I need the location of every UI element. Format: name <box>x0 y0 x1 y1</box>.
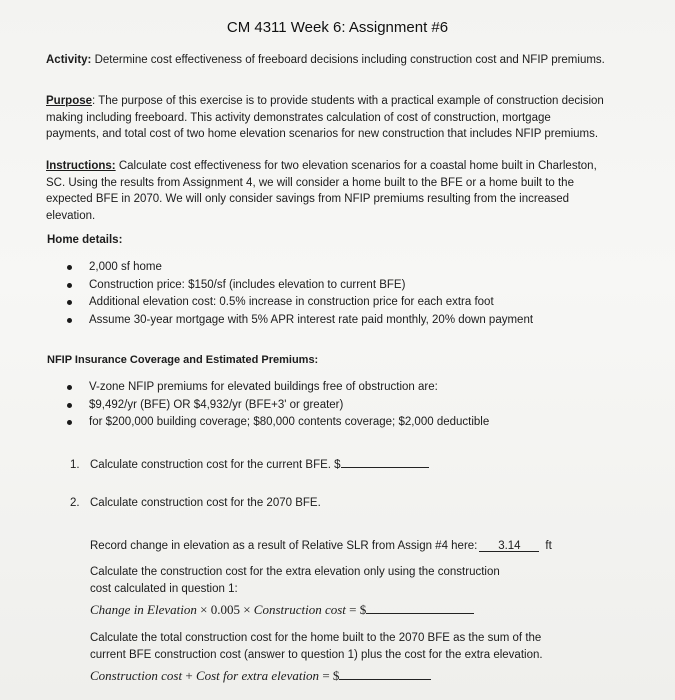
purpose-label: Purpose <box>46 95 93 107</box>
formula-1-answer-blank[interactable] <box>366 600 474 614</box>
nfip-list <box>64 379 489 432</box>
formula-2-term-a: Construction cost <box>90 668 183 683</box>
question-2-number: 2. <box>70 497 80 509</box>
question-2 <box>70 495 321 512</box>
question-1-text: Calculate construction cost for the current BFE. $ <box>90 459 341 471</box>
purpose-text: : The purpose of this exercise is to provide students with a practical example of construction decision making including freeboard. This activity demonstrates calculation of cost of construction, mortgage payments, and total cost of two home elevation scenarios for new construction that includes NFIP premiums. <box>46 95 604 140</box>
record-elevation-text: Record change in elevation as a result of Relative SLR from Assign #4 here: <box>90 540 478 552</box>
formula-2-equals: = $ <box>319 668 340 683</box>
formula-2-operator: + <box>182 668 196 683</box>
extra-elevation-instructions: Calculate the construction cost for the extra elevation only using the construction cost calculated in question 1: <box>90 566 500 595</box>
formula-1-term-b: Construction cost <box>253 602 346 617</box>
list-item: $9,492/yr (BFE) OR $4,932/yr (BFE+3' or greater) <box>64 397 489 415</box>
nfip-heading: NFIP Insurance Coverage and Estimated Premiums: <box>47 354 319 366</box>
formula-extra-elevation <box>90 600 560 619</box>
formula-1-operator: × 0.005 × <box>196 602 254 617</box>
question-1 <box>70 454 429 474</box>
activity-paragraph <box>46 52 606 69</box>
page-title: CM 4311 Week 6: Assignment #6 <box>226 19 449 36</box>
home-details-list <box>64 259 533 329</box>
formula-2-term-b: Cost for extra elevation <box>195 668 320 683</box>
formula-1-term-a: Change in Elevation <box>90 602 197 617</box>
home-details-heading: Home details: <box>47 234 123 246</box>
instructions-text: Calculate cost effectiveness for two elevation scenarios for a coastal home built in Charleston, SC. Using the results from Assignment 4, we will consider a home built to the BFE or a home built to the expected BFE in 2070. We will only consider savings from NFIP premiums resulting from the increased elevation. <box>46 160 597 222</box>
instructions-label: Instructions: <box>46 160 116 172</box>
list-item: for $200,000 building coverage; $80,000 contents coverage; $2,000 deductible <box>64 414 489 432</box>
formula-2-answer-blank[interactable] <box>339 666 431 680</box>
total-cost-instructions: Calculate the total construction cost for the home built to the 2070 BFE as the sum of the current BFE construction cost (answer to question 1) plus the cost for the extra elevation. <box>90 632 543 661</box>
formula-total-cost <box>90 666 560 685</box>
record-elevation-field[interactable] <box>479 538 539 552</box>
list-item: Assume 30-year mortgage with 5% APR interest rate paid monthly, 20% down payment <box>64 312 533 330</box>
list-item: Construction price: $150/sf (includes elevation to current BFE) <box>64 277 533 295</box>
question-1-answer-blank[interactable] <box>341 454 429 468</box>
list-item: V-zone NFIP premiums for elevated buildings free of obstruction are: <box>64 379 489 397</box>
instructions-paragraph <box>46 158 606 224</box>
formula-1-equals: = $ <box>345 602 367 617</box>
question-1-number: 1. <box>70 459 80 471</box>
record-elevation-line <box>90 538 560 555</box>
question-2-text: Calculate construction cost for the 2070 BFE. <box>90 497 321 509</box>
list-item: 2,000 sf home <box>64 259 533 277</box>
list-item: Additional elevation cost: 0.5% increase in construction price for each extra foot <box>64 294 533 312</box>
purpose-paragraph <box>46 93 606 143</box>
record-elevation-unit: ft <box>545 540 552 552</box>
activity-text: Determine cost effectiveness of freeboard decisions including construction cost and NFIP premiums. <box>91 54 605 66</box>
activity-label: Activity: <box>46 54 92 66</box>
record-elevation-value: 3.14 <box>498 540 521 552</box>
